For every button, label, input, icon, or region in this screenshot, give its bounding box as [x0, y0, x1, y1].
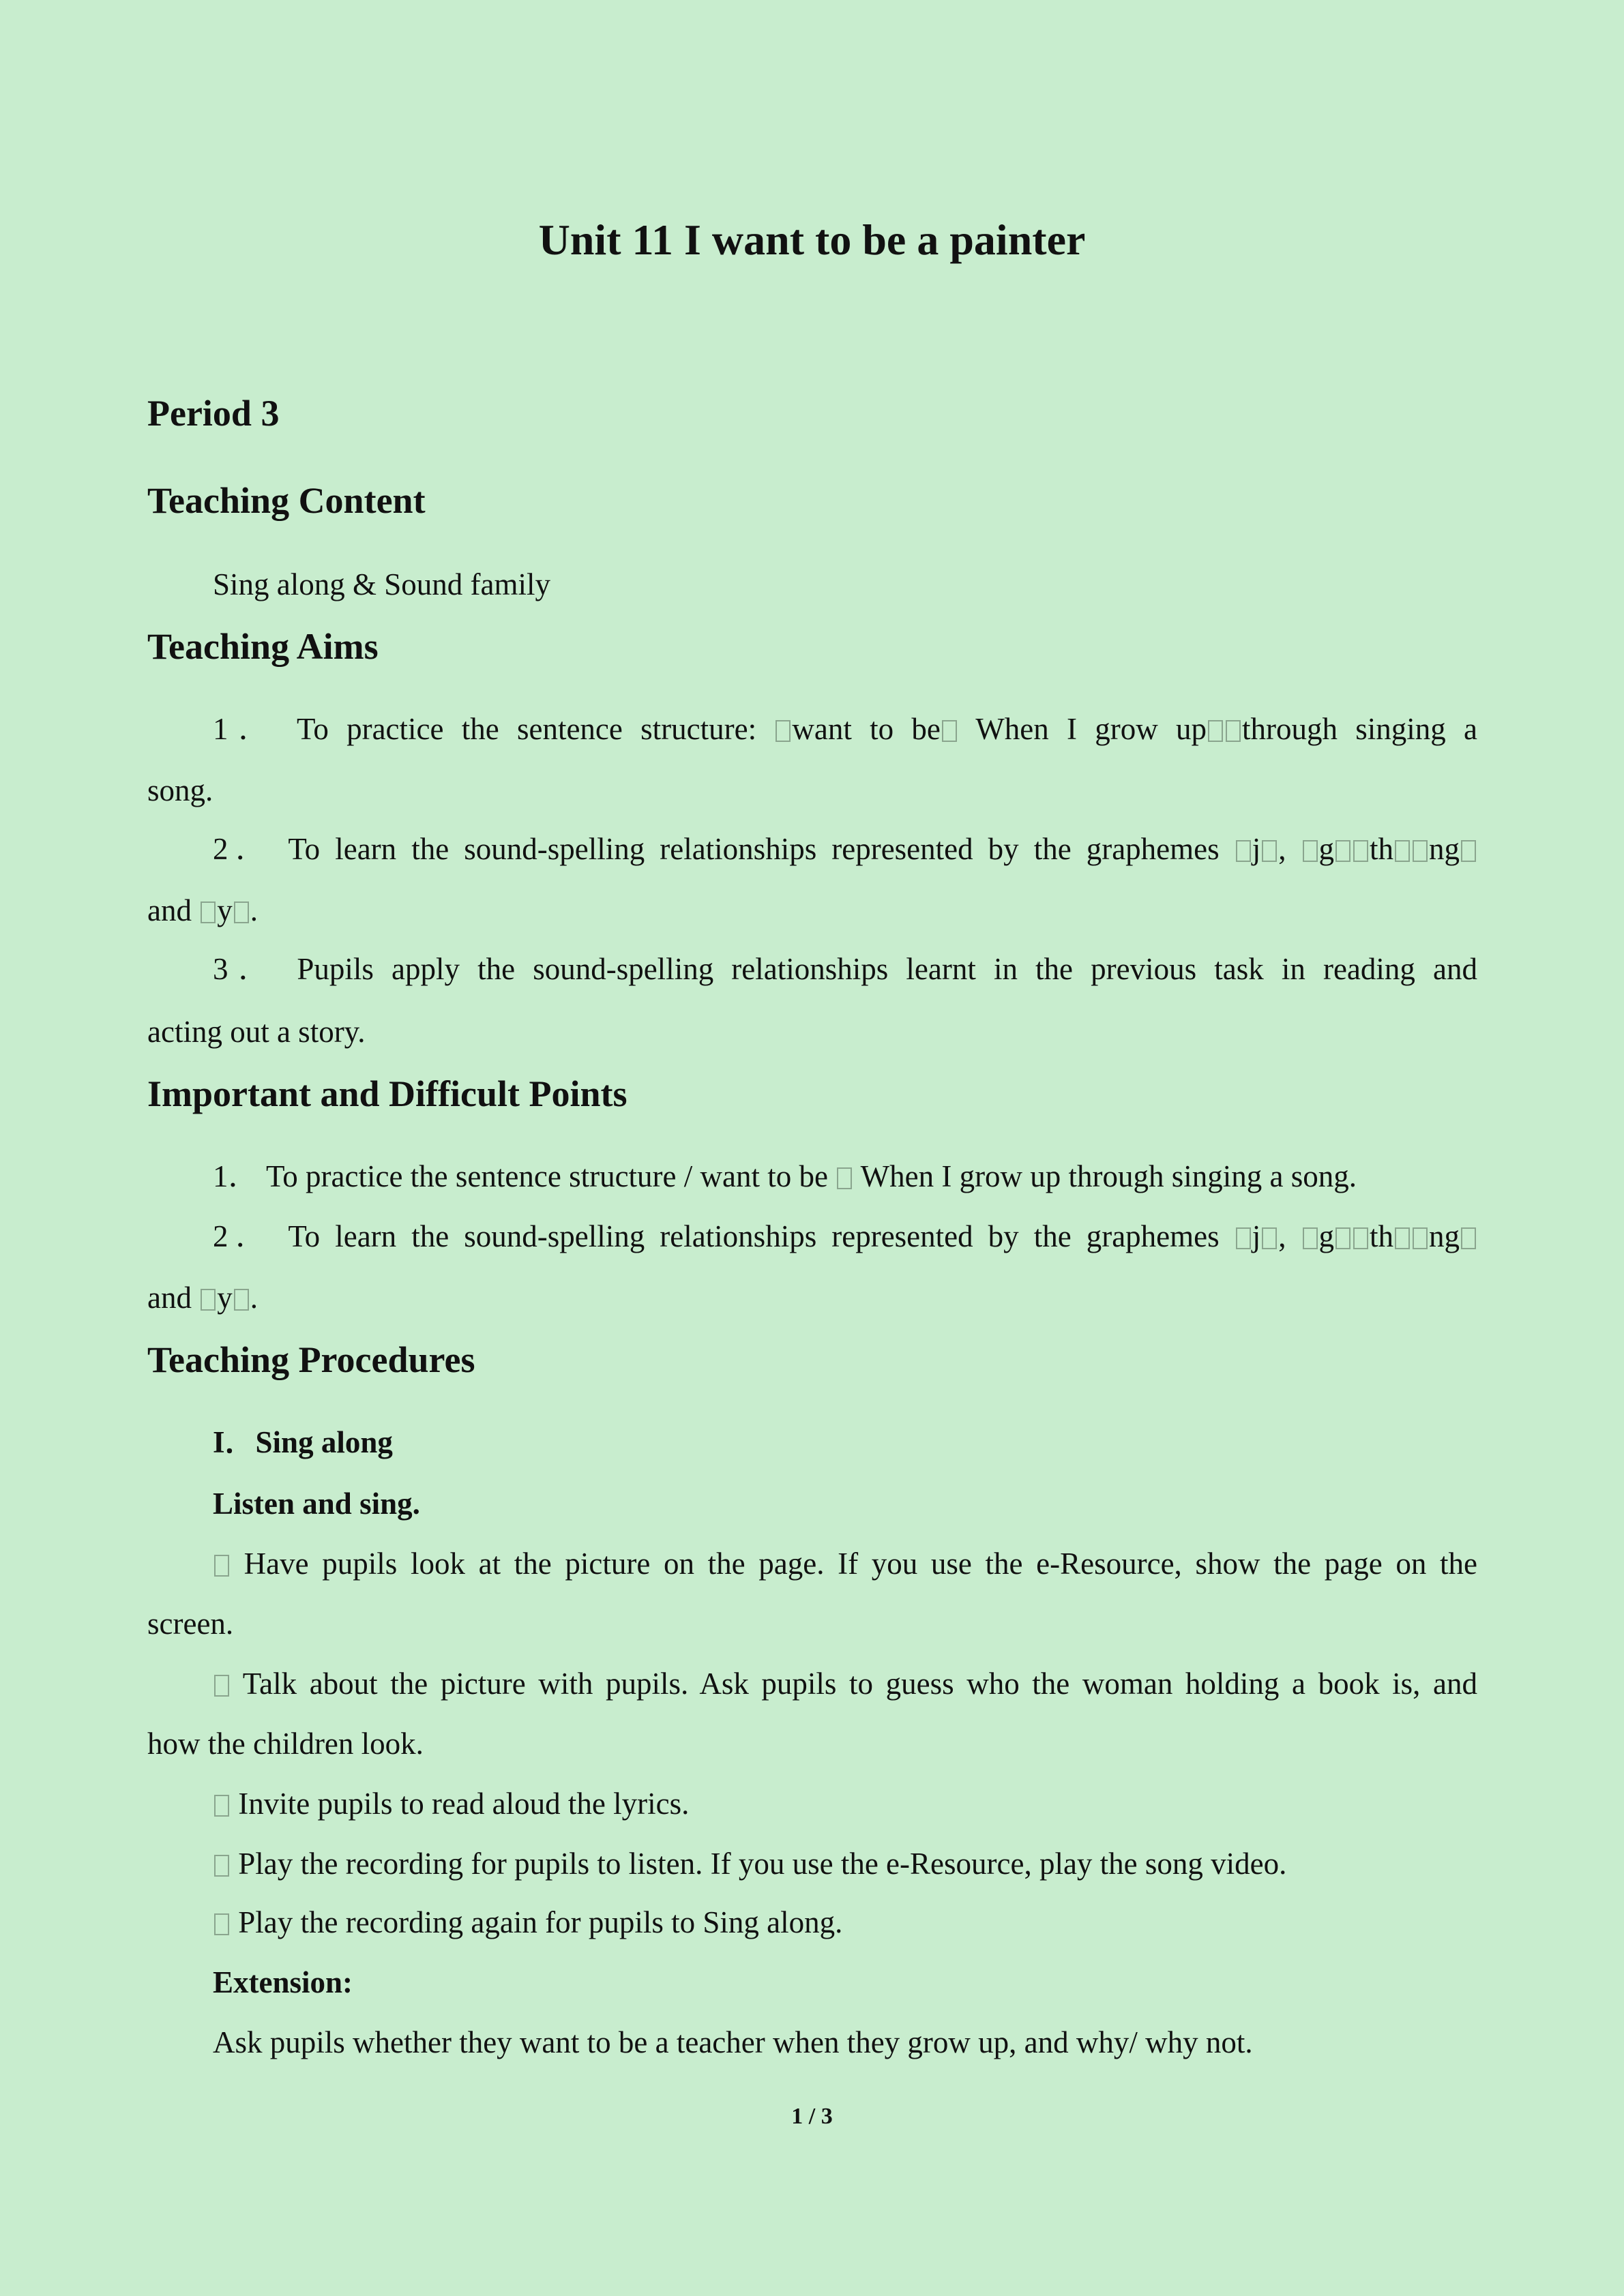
missing-glyph-icon — [1236, 840, 1251, 862]
missing-glyph-icon — [1335, 840, 1350, 862]
procedure-step-2 — [213, 1664, 1477, 1703]
aim-2: 2． To learn the sound-spelling relationships represented by the graphemes j , g th ng — [213, 829, 1477, 869]
aim-1 — [213, 709, 1477, 749]
missing-glyph-icon — [1461, 840, 1476, 862]
aim-3 — [213, 949, 1477, 989]
grapheme-ng: ng — [1429, 1219, 1460, 1253]
aim-1-number: 1． — [213, 712, 280, 746]
step-1-continuation: screen. — [147, 1607, 234, 1641]
missing-glyph-icon — [1395, 1227, 1410, 1249]
grapheme-ng: ng — [1429, 832, 1460, 866]
aim-3-text: Pupils apply the sound-spelling relationships learnt in the previous task in reading and — [297, 952, 1477, 986]
point-2-number: 2． — [213, 1219, 274, 1253]
missing-glyph-icon — [776, 720, 791, 742]
aim-3-number: 3． — [213, 952, 280, 986]
important-point-1 — [213, 1157, 1357, 1196]
missing-glyph-icon — [942, 720, 957, 742]
missing-glyph-icon — [1413, 840, 1428, 862]
teaching-aims-heading: Teaching Aims — [147, 626, 379, 667]
point-2-continuation: and y . — [147, 1281, 258, 1315]
section-sing-along: I．Sing along — [213, 1425, 393, 1459]
aim-2-text: To learn the sound-spelling relationships represented by the graphemes — [288, 832, 1220, 866]
point-2-text: To learn the sound-spelling relationships represented by the graphemes — [288, 1219, 1220, 1253]
grapheme-j: j — [1252, 1219, 1261, 1253]
missing-glyph-icon — [1236, 1227, 1251, 1249]
extension-label: Extension: — [213, 1965, 353, 1999]
extension-text: Ask pupils whether they want to be a teacher when they grow up, and why/ why not. — [213, 2025, 1253, 2059]
teaching-procedures-heading: Teaching Procedures — [147, 1339, 475, 1380]
missing-glyph-icon — [1461, 1227, 1476, 1249]
grapheme-th: th — [1370, 832, 1394, 866]
missing-glyph-icon — [1335, 1227, 1350, 1249]
grapheme-g: g — [1318, 832, 1334, 866]
missing-glyph-icon — [1208, 720, 1223, 742]
important-point-2: 2． To learn the sound-spelling relationships represented by the graphemes j , g th ng — [213, 1217, 1477, 1256]
aim-1-text-d: through singing a — [1242, 712, 1478, 746]
point-1-text-b: When I grow up through singing a song. — [860, 1159, 1357, 1193]
missing-glyph-icon — [234, 901, 249, 923]
procedure-step-1 — [213, 1544, 1477, 1583]
point-2-and: and — [147, 1281, 192, 1315]
missing-glyph-icon — [214, 1855, 229, 1877]
missing-glyph-icon — [214, 1675, 229, 1697]
grapheme-y: y — [217, 893, 233, 927]
missing-glyph-icon — [1226, 720, 1241, 742]
procedure-step-5 — [213, 1903, 842, 1942]
aim-1-text-b: want to be — [792, 712, 941, 746]
procedure-step-3 — [213, 1784, 689, 1823]
listen-and-sing-subheading: Listen and sing. — [213, 1487, 420, 1521]
teaching-content-heading: Teaching Content — [147, 480, 426, 521]
missing-glyph-icon — [1262, 1227, 1277, 1249]
aim-2-and: and — [147, 893, 192, 927]
teaching-content-text: Sing along & Sound family — [213, 567, 550, 601]
missing-glyph-icon — [1353, 840, 1368, 862]
missing-glyph-icon — [214, 1555, 229, 1577]
point-1-text-a: To practice the sentence structure / want to be — [265, 1159, 828, 1193]
missing-glyph-icon — [1303, 1227, 1318, 1249]
step-2-text: Talk about the picture with pupils. Ask pupils to guess who the woman holding a book is, and — [242, 1667, 1478, 1701]
grapheme-y: y — [217, 1281, 233, 1315]
missing-glyph-icon — [837, 1167, 852, 1189]
page-number: 1 / 3 — [791, 2104, 833, 2129]
missing-glyph-icon — [1303, 840, 1318, 862]
grapheme-th: th — [1370, 1219, 1394, 1253]
missing-glyph-icon — [234, 1289, 249, 1311]
missing-glyph-icon — [1353, 1227, 1368, 1249]
grapheme-j: j — [1252, 832, 1261, 866]
step-4-text: Play the recording for pupils to listen. If you use the e-Resource, play the song video. — [238, 1847, 1287, 1881]
aim-1-text-c: When I grow up — [975, 712, 1207, 746]
step-3-text: Invite pupils to read aloud the lyrics. — [238, 1787, 690, 1821]
period-heading: Period 3 — [147, 393, 280, 434]
step-1-text: Have pupils look at the picture on the page. If you use the e-Resource, show the page on the — [243, 1547, 1478, 1581]
missing-glyph-icon — [214, 1913, 229, 1935]
missing-glyph-icon — [201, 901, 216, 923]
step-5-text: Play the recording again for pupils to Sing along. — [238, 1905, 843, 1939]
important-points-heading: Important and Difficult Points — [147, 1073, 628, 1114]
document-title: Unit 11 I want to be a painter — [538, 215, 1086, 264]
aim-1-text-a: To practice the sentence structure: — [296, 712, 757, 746]
aim-2-continuation: and y . — [147, 893, 258, 927]
step-2-continuation: how the children look. — [147, 1727, 424, 1761]
aim-3-continuation: acting out a story. — [147, 1015, 366, 1049]
missing-glyph-icon — [214, 1795, 229, 1817]
grapheme-g: g — [1318, 1219, 1334, 1253]
aim-1-continuation: song. — [147, 773, 213, 807]
point-1-number: 1． — [213, 1159, 259, 1193]
procedure-step-4 — [213, 1844, 1286, 1883]
missing-glyph-icon — [1395, 840, 1410, 862]
missing-glyph-icon — [1413, 1227, 1428, 1249]
missing-glyph-icon — [201, 1289, 216, 1311]
aim-2-number: 2． — [213, 832, 274, 866]
missing-glyph-icon — [1262, 840, 1277, 862]
